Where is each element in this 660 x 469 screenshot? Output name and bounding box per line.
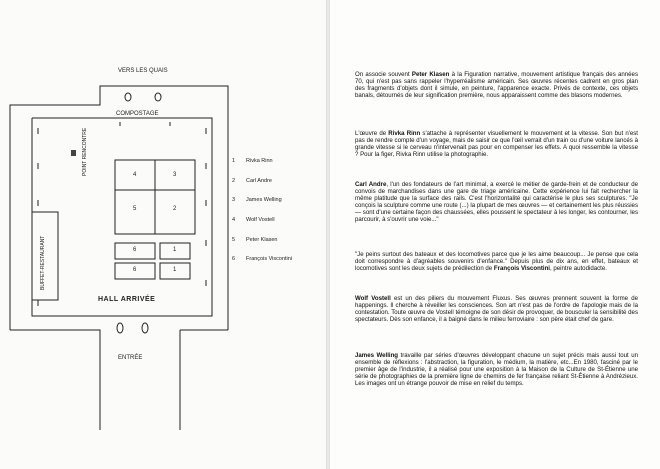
plan-block-2 — [155, 190, 195, 234]
artist-legend — [232, 158, 322, 276]
pillar-icon — [142, 323, 148, 333]
legend-item: 3 James Welling — [232, 197, 282, 204]
block-number: 3 — [173, 172, 177, 178]
meeting-point-icon — [71, 150, 76, 156]
legend-item: 2 Carl Andre — [232, 177, 272, 184]
paragraph-james-welling: James Welling travaille par séries d'œuvres développant chacune un sujet précis mais aussi tout un ensemble de réflexions : l'abstraction, la figuration, le médium, la matière, etc...En 1980, fasciné par le premier âge de l'industrie, il a réalisé pour une exposition à la Maison de la Culture de St-Étienne une série de photographies de la première ligne de chemins de fer française reliant St-Étienne à Andrézieux. Les images ont un étrange pouvoir de mise en relief du temps. — [355, 352, 638, 388]
paragraph-francois-viscontini: "Je peins surtout des bateaux et des locomotives parce que je les aime beaucoup... Je pense que cela doit correspondre à d'agréables souvenirs d'enfance." Depuis plus de dix ans, en effet, bateaux et locomotives sont les deux sujets de prédilection de François Viscontini, peintre autodidacte. — [355, 251, 638, 273]
label-entree: ENTRÉE — [118, 355, 143, 361]
plan-block-5 — [115, 190, 155, 234]
paragraph-carl-andre: Carl Andre, l'un des fondateurs de l'art minimal, a exercé le métier de garde-frein et de conducteur de convois de marchandises dans une gare de triage américaine. Cette expérience lui fait rechercher la même platitude que la surface des rails. C'est l'horizontalité qui caractérise le plus ses sculptures. "Je conçois la sculpture comme une route (...) la plupart de mes œuvres — et certainement les plus réussies — sont d'une certaine façon des chaussées, elles poussent le spectateur à les longer, les contourner, les parcourir, à s'ouvrir une voie..." — [355, 181, 638, 224]
legend-item: 6 François Viscontini — [232, 256, 293, 263]
paragraph-peter-klasen: On associe souvent Peter Klasen à la Figuration narrative, mouvement artistique français des années 70, qui n'est pas sans rappeler l'hyperréalisme américain. Ses œuvres récentes cadrent en gros plan des fragments d'objets dont il simule, en peinture, l'apparence exacte. Privés de contexte, ces objets banals, détournés de leur signification première, nous apparaissent comme des blasons modernes. — [355, 71, 638, 100]
block-number: 1 — [173, 247, 177, 253]
pillar-icon — [125, 93, 131, 101]
block-number: 6 — [133, 267, 137, 273]
plan-hall-wall — [32, 118, 212, 316]
plan-entrance-wall-left — [10, 330, 100, 430]
label-buffet-restaurant: BUFFET-RESTAURANT — [40, 235, 46, 290]
pillar-icon — [155, 93, 161, 101]
label-hall-arrivee: HALL ARRIVÉE — [98, 296, 156, 303]
block-number: 4 — [133, 172, 137, 178]
paragraph-wolf-vostell: Wolf Vostell est un des piliers du mouvement Fluxus. Ses œuvres prennent souvent la forme de happenings. Il cherche à réveiller les consciences. Son art n'est pas de l'ordre de l'apologie mais de la contestation. Toute œuvre de Vostell témoigne de son désir de provoquer, de bousculer la sensibilité des spectateurs. Dès son enfance, il a baigné dans le milieu ferroviaire : son père était chef de gare. — [355, 295, 638, 324]
label-compostage: COMPOSTAGE — [116, 111, 159, 117]
block-number: 1 — [173, 267, 177, 273]
pillar-icon — [117, 323, 123, 333]
block-number: 5 — [133, 206, 137, 212]
block-number: 6 — [133, 247, 137, 253]
left-page — [0, 0, 326, 469]
label-vers-les-quais: VERS LES QUAIS — [118, 68, 168, 74]
legend-item: 1 Rivka Rinn — [232, 158, 273, 164]
legend-item: 4 Wolf Vostell — [232, 217, 275, 224]
legend-item: 5 Peter Klasen — [232, 236, 278, 243]
label-point-rencontre: POINT RENCONTRE — [82, 127, 88, 176]
block-number: 2 — [173, 206, 177, 212]
paragraph-rivka-rinn: L'œuvre de Rivka Rinn s'attache à représenter visuellement le mouvement et la vitesse. Son but n'est pas de rendre compte d'un voyage, mais de saisir ce que l'œil verrait d'un train ou d'une voiture lancés à grande vitesse si le cerveau n'intervenait pas pour en compenser les effets. A quoi ressemble la vitesse ? Pour la figer, Rivka Rinn utilise la photographie. — [355, 130, 638, 159]
